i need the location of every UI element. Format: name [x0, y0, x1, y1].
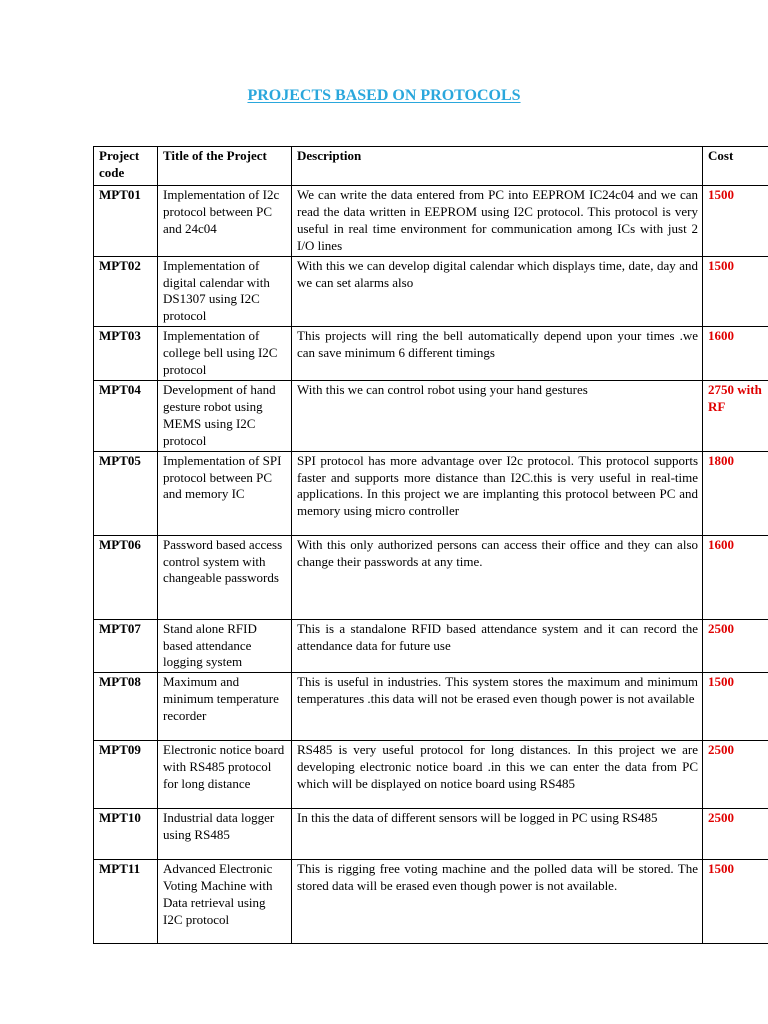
project-description-cell: This is useful in industries. This system stores the maximum and minimum temperatures .this data will not be erased even though power is not available — [292, 673, 703, 741]
table-row — [94, 535, 768, 619]
project-cost-cell: 2500 — [703, 619, 768, 673]
project-cost-cell: 2500 — [703, 809, 768, 860]
project-code-cell: MPT03 — [94, 327, 158, 381]
projects-table-body — [94, 147, 768, 944]
project-title-cell: Stand alone RFID based attendance logging system — [158, 619, 292, 673]
project-title-cell: Implementation of college bell using I2C protocol — [158, 327, 292, 381]
project-code-cell: MPT08 — [94, 673, 158, 741]
project-description-cell: We can write the data entered from PC into EEPROM IC24c04 and we can read the data written in EEPROM using I2C protocol. This protocol is very useful in real time environment for communication among ICs with just 2 I/O lines — [292, 186, 703, 257]
table-row — [94, 327, 768, 381]
table-header-row — [94, 147, 768, 186]
project-description-cell: This is rigging free voting machine and the polled data will be stored. The stored data will be erased even though power is not available. — [292, 860, 703, 944]
page-title: PROJECTS BASED ON PROTOCOLS — [247, 87, 521, 104]
project-cost-cell: 1500 — [703, 860, 768, 944]
header-cost: Cost — [703, 147, 768, 186]
table-row — [94, 186, 768, 257]
project-cost-cell: 1500 — [703, 186, 768, 257]
project-code-cell: MPT05 — [94, 451, 158, 535]
project-description-cell: With this only authorized persons can access their office and they can also change their passwords at any time. — [292, 535, 703, 619]
project-description-cell: RS485 is very useful protocol for long distances. In this project we are developing electronic notice board .in this we can enter the data from PC which will be displayed on notice board using RS485 — [292, 741, 703, 809]
header-project-code: Project code — [94, 147, 158, 186]
project-cost-cell: 1500 — [703, 256, 768, 327]
project-cost-cell: 2500 — [703, 741, 768, 809]
project-title-cell: Electronic notice board with RS485 protocol for long distance — [158, 741, 292, 809]
project-title-cell: Industrial data logger using RS485 — [158, 809, 292, 860]
project-code-cell: MPT06 — [94, 535, 158, 619]
project-cost-cell: 1600 — [703, 327, 768, 381]
project-cost-cell: 1800 — [703, 451, 768, 535]
project-code-cell: MPT10 — [94, 809, 158, 860]
table-row — [94, 256, 768, 327]
project-code-cell: MPT01 — [94, 186, 158, 257]
project-description-cell: In this the data of different sensors will be logged in PC using RS485 — [292, 809, 703, 860]
table-row — [94, 809, 768, 860]
table-row — [94, 380, 768, 451]
project-description-cell: This projects will ring the bell automatically depend upon your times .we can save minimum 6 different timings — [292, 327, 703, 381]
table-row — [94, 673, 768, 741]
table-row — [94, 619, 768, 673]
header-title: Title of the Project — [158, 147, 292, 186]
project-title-cell: Implementation of SPI protocol between PC and memory IC — [158, 451, 292, 535]
project-code-cell: MPT07 — [94, 619, 158, 673]
project-description-cell: With this we can develop digital calendar which displays time, date, day and we can set alarms also — [292, 256, 703, 327]
project-title-cell: Password based access control system with changeable passwords — [158, 535, 292, 619]
project-cost-cell: 1500 — [703, 673, 768, 741]
projects-table — [93, 146, 768, 944]
table-row — [94, 741, 768, 809]
table-row — [94, 860, 768, 944]
project-code-cell: MPT04 — [94, 380, 158, 451]
project-description-cell: This is a standalone RFID based attendance system and it can record the attendance data for future use — [292, 619, 703, 673]
project-title-cell: Advanced Electronic Voting Machine with Data retrieval using I2C protocol — [158, 860, 292, 944]
project-code-cell: MPT09 — [94, 741, 158, 809]
header-description: Description — [292, 147, 703, 186]
project-description-cell: SPI protocol has more advantage over I2c protocol. This protocol supports faster and supports more distance than I2C.this is very useful in real-time applications. In this project we are implanting this protocol between PC and memory using micro controller — [292, 451, 703, 535]
project-code-cell: MPT11 — [94, 860, 158, 944]
table-row — [94, 451, 768, 535]
project-title-cell: Development of hand gesture robot using MEMS using I2C protocol — [158, 380, 292, 451]
project-cost-cell: 2750 with RF — [703, 380, 768, 451]
project-cost-cell: 1600 — [703, 535, 768, 619]
project-title-cell: Implementation of digital calendar with DS1307 using I2C protocol — [158, 256, 292, 327]
project-description-cell: With this we can control robot using your hand gestures — [292, 380, 703, 451]
project-title-cell: Implementation of I2c protocol between PC and 24c04 — [158, 186, 292, 257]
project-title-cell: Maximum and minimum temperature recorder — [158, 673, 292, 741]
project-code-cell: MPT02 — [94, 256, 158, 327]
